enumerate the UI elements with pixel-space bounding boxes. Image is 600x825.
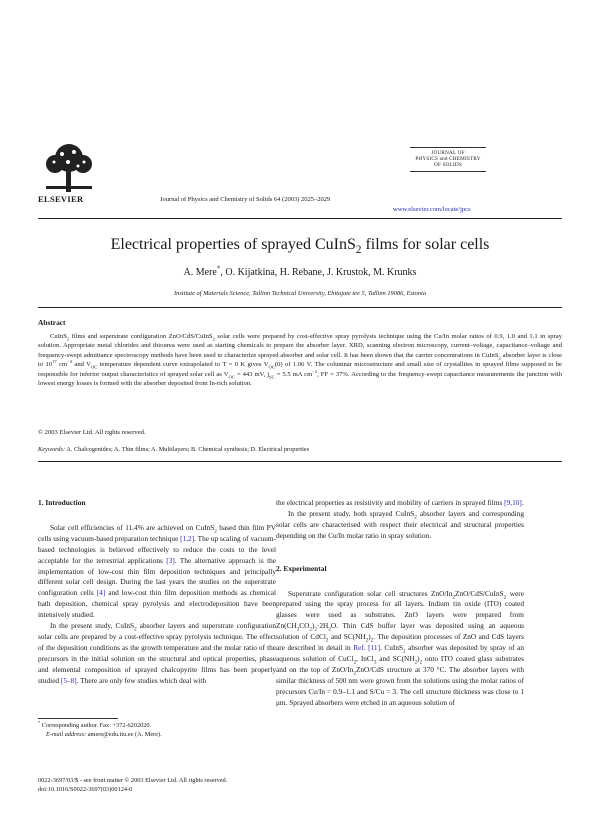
abstract-heading: Abstract <box>38 318 66 327</box>
right-column <box>276 498 524 709</box>
paragraph: In the present study, both sprayed CuInS$_2$ absorber layers and corresponding solar cells are characterised with respect their electrical and structural properties depending on the Cu/In molar ratio in spray solution. <box>276 508 524 540</box>
corresponding-mark[interactable]: * <box>216 264 221 273</box>
issn-line: 0022-3697/03/$ - see front matter © 2003 Elsevier Ltd. All rights reserved. <box>38 777 228 784</box>
paragraph: the electrical properties as resistivity and mobility of carriers in sprayed films [9,10]. <box>276 498 524 507</box>
journal-logo <box>408 145 488 174</box>
citation-link[interactable]: [4] <box>96 588 106 598</box>
article-title: Electrical properties of sprayed CuInS$_2$ films for solar cells <box>110 236 490 257</box>
abstract-body: CuInS$_2$ films and superstrate configuration ZnO/CdS/CuInS$_2$ solar cells were prepared by cost-effective spray pyrolysis technique using the Cu/In molar ratios of 0.9, 1.0 and 1.1 in spray solution. Appropriate metal chlorides and thiourea were used as starting chemicals to prepare the absorber layer. XRD, scanning electron microscopy, current–voltage, capacitance–voltage and frequency-swept admittance spectroscopy methods have been used to characterize sprayed absorber and solar cell. It has been shown that the carrier concentrations in CuInS$_2$ absorber layer is close to $10^{17}$ $cm^{-3}$ and $V_{OC}$ temperature dependent curve extrapolated to T = 0 K gives $V_{OC}(0)$ of 1.06 V. The columnar microstructure and small size of crystallites in sprayed films supposed to be responsible for inferior output characteristics of sprayed solar cell as $V_{OC} = 443$ mV, $j_{SC} = 5.5$ mA $cm^{-2}$, FF = 37%. According to the frequency-swept capacitance measurements the junction with lowest energy losses is formed with the absorber deposited from In-rich solution. <box>38 333 563 388</box>
paragraph: Superstrate configuration solar cell structures ZnO/$In_2ZnO/CdS/CuInS_2$ were prepared using the spray process for all layers. Indium tin oxide (ITO) coated glasses were used as substrates. ZnO layers were prepared from $Zn(CH_3CO_2)_2\cdot 2H_2O$. Thin CdS buffer layer was deposited using an aqueous solution of CdCl$_2$ and $SC(NH_2)_2$. The deposition processes of ZnO and CdS layers are described in detail in Ref. [11]. CuInS$_2$ absorber was deposited by spray of an aqueous solution of CuCl$_2$, InCl$_3$ and $SC(NH_2)_2$ onto ITO coated glass substrates and on the top of ZnO/$In_2ZnO$/CdS structure at 370 °C. The absorber layers with similar thickness of 500 nm were grown from the solutions using the molar ratios of precursors Cu/In = 0.9–1.1 and S/Cu = 3. The cell structure thickness was close to 1 μm. Sprayed absorbers were etched in an aqueous solution of <box>276 588 524 707</box>
copyright: © 2003 Elsevier Ltd. All rights reserved. <box>38 429 146 436</box>
footnote-divider <box>38 718 118 719</box>
citation-link[interactable]: [9,10] <box>504 498 522 507</box>
affiliation: Institute of Materials Science, Tallinn Technical University, Ehitajate tee 5, Tallinn 19086, Estonia <box>173 290 427 297</box>
paragraph: Solar cell efficiencies of 11.4% are achieved on CuInS$_2$ based thin film PV cells using vacuum-based preparation technique [1,2]. The up scaling of vacuum-based technologies is believed effectively to reduce the costs to the level acceptable for the terrestrial applications [3]. The alternative approach is the implementation of low-cost thin film deposition techniques and principally different solar cell design. During the last years the studies on the superstrate configuration cells [4] and low-cost thin film deposition methods as chemical bath deposition, chemical spray pyrolysis and electrodeposition have been intensively studied. <box>38 522 276 620</box>
journal-logo-line: OF SOLIDS <box>434 162 462 169</box>
header-divider <box>38 218 562 219</box>
email-link[interactable]: amere@edu.ttu.ee (A. Mere). <box>86 731 162 738</box>
journal-reference: Journal of Physics and Chemistry of Solids 64 (2003) 2025–2029 <box>160 196 331 203</box>
citation-link[interactable]: [1,2] <box>180 533 195 543</box>
publisher-name: ELSEVIER <box>38 194 84 204</box>
journal-logo-line: PHYSICS and CHEMISTRY <box>415 156 481 163</box>
paragraph: In the present study, CuInS$_2$ absorber layers and superstrate configuration solar cells are prepared by a cost-effective spray pyrolysis technique. The effect of the deposition conditions as the growth temperature and the molar ratio of the precursors in the initial solution on the structural and optical properties, phase and elemental composition of sprayed chalcopyrite films has been properly studied [5–8]. There are only few studies which deal with <box>38 621 276 685</box>
citation-link[interactable]: Ref. [11] <box>353 643 381 653</box>
abstract-bottom-divider <box>38 461 562 462</box>
elsevier-tree-logo <box>38 142 100 194</box>
section-heading-introduction: 1. Introduction <box>38 498 86 507</box>
bottom-imprint <box>38 776 227 794</box>
section-heading-experimental: 2. Experimental <box>276 563 327 573</box>
left-column <box>38 498 276 687</box>
footnote: * Corresponding author. Fax: +372-6202020. E-mail address: amere@edu.ttu.ee (A. Mere). <box>38 719 162 738</box>
citation-link[interactable]: [5–8] <box>60 675 77 685</box>
journal-url[interactable]: www.elsevier.com/locate/jpcs <box>393 206 471 213</box>
journal-logo-line: JOURNAL OF <box>431 150 465 156</box>
author-list: A. Mere*, O. Kijatkina, H. Rebane, J. Krustok, M. Krunks <box>183 264 417 278</box>
doi-line[interactable]: doi:10.1016/S0022-3697(03)00124-0 <box>38 786 133 793</box>
citation-link[interactable]: [3] <box>166 555 175 565</box>
abstract-top-divider <box>38 307 562 308</box>
keywords: Keywords: A. Chalcogenides; A. Thin films; A. Multilayers; B. Chemical synthesis; D. Electrical properties <box>38 446 310 453</box>
